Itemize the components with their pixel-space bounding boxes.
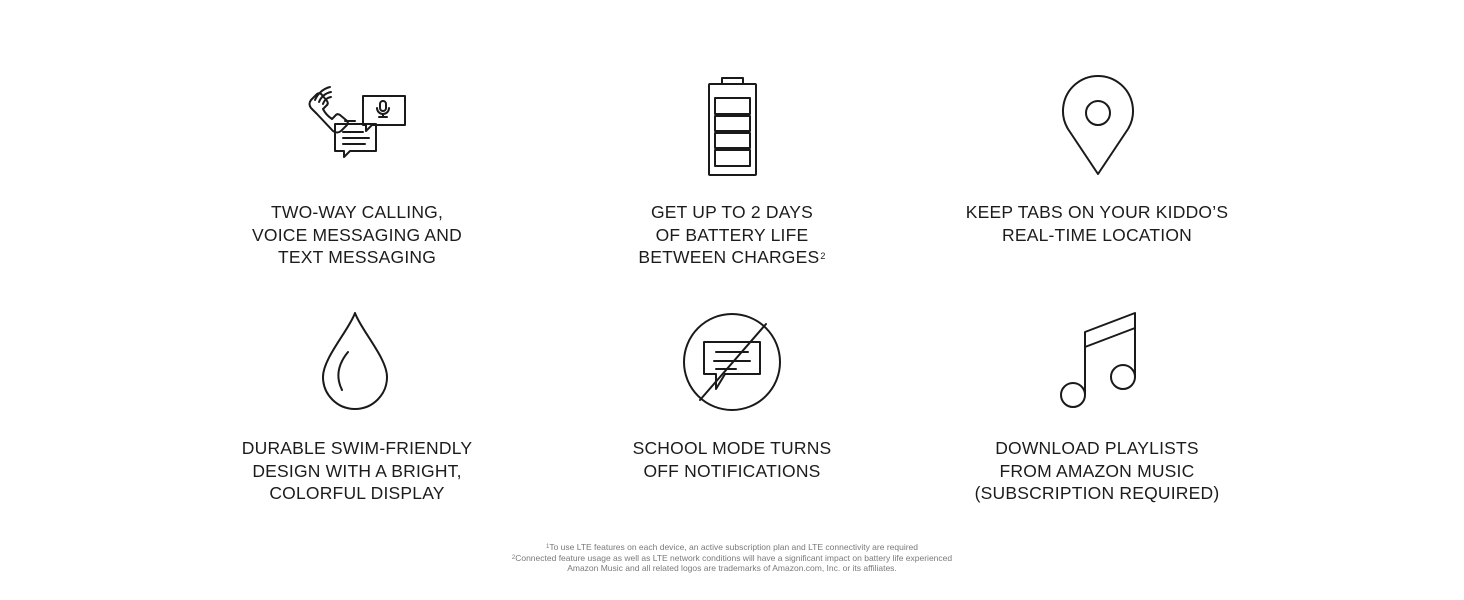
music-note-icon	[917, 0, 1277, 420]
caption-line: BETWEEN CHARGES	[638, 247, 820, 267]
footnote-text: Connected feature usage as well as LTE network conditions will have a significant impact on battery life experienced	[515, 552, 953, 563]
caption-line: REAL-TIME LOCATION	[1002, 224, 1192, 245]
caption-line: DESIGN WITH A BRIGHT,	[252, 460, 462, 481]
caption-line: SCHOOL MODE TURNS	[632, 438, 832, 458]
footnote-marker: 2	[820, 251, 826, 261]
caption-line: DOWNLOAD PLAYLISTS	[995, 438, 1199, 458]
caption-line: VOICE MESSAGING AND	[252, 224, 462, 245]
footnote-mark: 2	[511, 554, 516, 561]
caption-line: COLORFUL DISPLAY	[269, 483, 445, 503]
caption-line: KEEP TABS ON YOUR KIDDO’S	[965, 202, 1229, 222]
caption-line: OF BATTERY LIFE	[655, 224, 809, 245]
caption-line: DURABLE SWIM-FRIENDLY	[241, 438, 473, 458]
caption-line: GET UP TO 2 DAYS	[650, 202, 814, 222]
footnote-2	[0, 553, 1464, 564]
feature-caption	[177, 437, 537, 505]
footnote-mark: 1	[545, 544, 550, 550]
feature-caption	[552, 437, 912, 482]
footnote-text: To use LTE features on each device, an active subscription plan and LTE connectivity are required	[549, 542, 919, 552]
caption-line: FROM AMAZON MUSIC	[999, 460, 1195, 481]
caption-line: TWO-WAY CALLING,	[270, 202, 444, 222]
footnote-text: Amazon Music and all related logos are trademarks of Amazon.com, Inc. or its affiliates.	[567, 563, 897, 573]
caption-line: (SUBSCRIPTION REQUIRED)	[974, 483, 1220, 503]
trademark-notice	[0, 563, 1464, 574]
caption-line: TEXT MESSAGING	[277, 247, 437, 267]
no-messages-icon	[552, 0, 912, 420]
footnotes	[0, 542, 1464, 574]
footnote-1	[0, 542, 1464, 553]
feature-caption	[917, 437, 1277, 505]
water-drop-icon	[177, 0, 537, 420]
caption-line: OFF NOTIFICATIONS	[643, 460, 821, 481]
